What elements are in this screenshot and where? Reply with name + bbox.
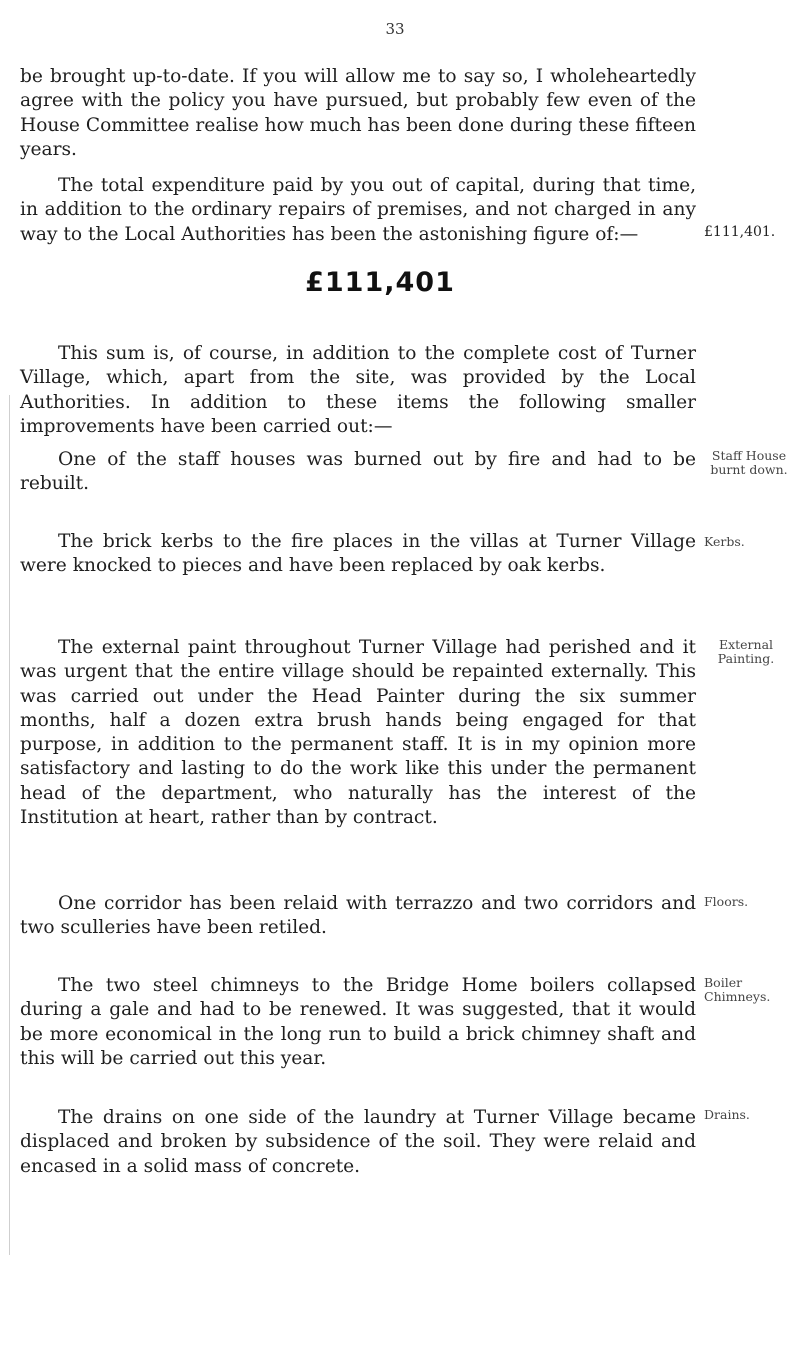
paragraph-intro: be brought up-to-date. If you will allow me to say so, I wholeheartedly agree with the policy you have pursued, but probably few even of the House Committee realise how much has been done during these fifteen years.	[20, 66, 697, 160]
paragraph-staff-house: One of the staff houses was burned out by fire and had to be rebuilt.	[20, 449, 696, 495]
margin-note-boiler-chimneys: Boiler Chimneys.	[704, 975, 771, 1004]
paragraph-kerbs: The brick kerbs to the fire places in the villas at Turner Village were knocked to pieces and have been replaced by oak kerbs.	[20, 531, 696, 577]
margin-note-floors: Floors.	[704, 894, 749, 909]
margin-note-kerbs: Kerbs.	[704, 534, 745, 549]
margin-note-external-painting: External Painting.	[717, 637, 775, 666]
paragraph-chimneys: The two steel chimneys to the Bridge Home boilers collapsed during a gale and had to be renewed. It was suggested, that it would be more economical in the long run to build a brick chimney shaft and this will be carried out this year.	[20, 975, 696, 1069]
paragraph-turner-village-cost: This sum is, of course, in addition to the complete cost of Turner Village, which, apart from the site, was provided by the Local Authorities. In addition to these items the following smaller improvements have been carried out:—	[20, 343, 696, 437]
margin-note-amount: £111,401.	[704, 224, 776, 240]
page-gutter-line	[9, 395, 10, 1255]
paragraph-total-expenditure: The total expenditure paid by you out of capital, during that time, in addition to the ordinary repairs of premises, and not charged in any way to the Local Authorities has been the astonishing figure of:—	[20, 175, 696, 245]
margin-note-staff-house: Staff House burnt down.	[710, 448, 788, 477]
total-figure: £111,401	[305, 267, 455, 298]
paragraph-corridors: One corridor has been relaid with terrazzo and two corridors and two sculleries have been retiled.	[20, 893, 696, 939]
margin-note-drains: Drains.	[704, 1107, 750, 1122]
paragraph-external-paint: The external paint throughout Turner Village had perished and it was urgent that the entire village should be repainted externally. This was carried out under the Head Painter during the six summer months, half a dozen extra brush hands being engaged for that purpose, in addition to the permanent staff. It is in my opinion more satisfactory and lasting to do the work like this under the permanent head of the department, who naturally has the interest of the Institution at heart, rather than by contract.	[20, 637, 696, 829]
paragraph-drains: The drains on one side of the laundry at Turner Village became displaced and broken by subsidence of the soil. They were relaid and encased in a solid mass of concrete.	[20, 1107, 696, 1177]
page-number: 33	[385, 20, 405, 38]
